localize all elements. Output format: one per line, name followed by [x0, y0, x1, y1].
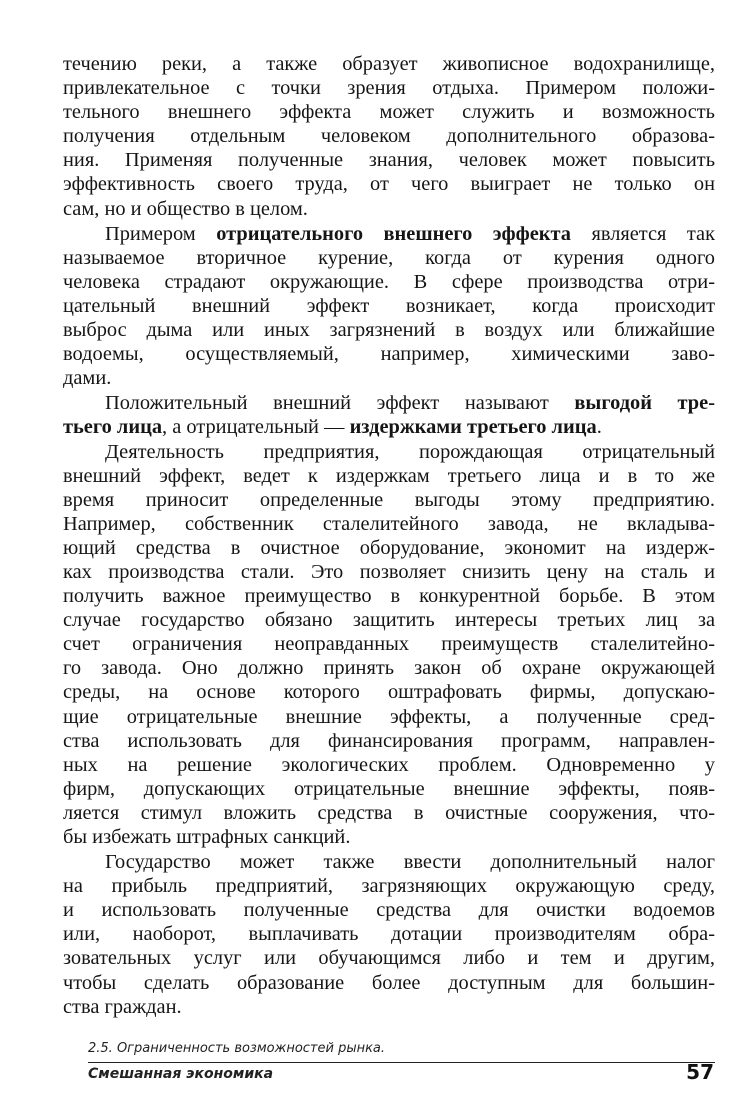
text-line: внешний эффект, ведет к издержкам третьего лица и в то же	[63, 464, 715, 487]
paragraph-5	[63, 850, 715, 874]
text-line: случае государство обязано защитить интересы третьих лиц за	[63, 609, 715, 632]
text-line: Например, собственник сталелитейного завода, не вкладыва-	[63, 512, 715, 535]
paragraph-5-cont	[63, 874, 715, 1019]
text-run: .	[596, 416, 602, 439]
term-negative-externality: отрицательного внешнего эффекта	[216, 222, 571, 245]
footer-divider	[88, 1062, 715, 1063]
text-run: Примером	[105, 222, 217, 245]
text-line: среды, на основе которого оштрафовать фирмы, допускаю-	[63, 681, 715, 704]
text-line: получения отдельным человеком дополнительного образова-	[63, 125, 715, 148]
text-line: фирм, допускающих отрицательные внешние эффекты, появ-	[63, 777, 715, 800]
text-line: ных на решение экологических проблем. Одновременно у	[63, 753, 715, 776]
paragraph-3	[63, 391, 715, 415]
term-third-party-costs: издержками третьего лица	[349, 416, 597, 439]
text-line: Государство может также ввести дополнительный налог	[105, 851, 715, 874]
text-line: ства граждан.	[63, 995, 182, 1018]
text-line: ляется стимул вложить средства в очистные сооружения, что-	[63, 801, 715, 824]
paragraph-4-cont	[63, 464, 715, 850]
running-footer-section: 2.5. Ограниченность возможностей рынка.	[88, 1041, 386, 1056]
text-line: чтобы сделать образование более доступным для большин-	[63, 971, 715, 994]
text-line: цательный внешний эффект возникает, когда происходит	[63, 294, 715, 317]
paragraph-2-cont	[63, 246, 715, 391]
text-line: на прибыль предприятий, загрязняющих окружающую среду,	[63, 875, 715, 898]
paragraph-3-cont	[63, 415, 715, 439]
term-third-party-benefit-end: тьего лица	[63, 416, 163, 439]
text-line: эффективность своего труда, от чего выиграет не только он	[63, 173, 715, 196]
text-line: го завода. Оно должно принять закон об охране окружающей	[63, 657, 715, 680]
text-run: , а отрицательный —	[162, 416, 350, 439]
text-line: время приносит определенные выгоды этому предприятию.	[63, 488, 715, 511]
text-line: водоемы, осуществляемый, например, химическими заво-	[63, 343, 715, 366]
text-line: ках производства стали. Это позволяет снизить цену на сталь и	[63, 560, 715, 583]
text-line: зовательных услуг или обучающимся либо и тем и другим,	[63, 947, 715, 970]
text-line	[63, 391, 715, 415]
text-line: сам, но и общество в целом.	[63, 197, 308, 220]
text-line: щие отрицательные внешние эффекты, а полученные сред-	[63, 705, 715, 728]
text-line: ющий средства в очистное оборудование, экономит на издерж-	[63, 536, 715, 559]
text-line: бы избежать штрафных санкций.	[63, 826, 351, 848]
text-run: Положительный внешний эффект называют	[105, 392, 575, 415]
text-line: выброс дыма или иных загрязнений в воздух или ближайшие	[63, 319, 715, 342]
text-line: и использовать полученные средства для очистки водоемов	[63, 899, 715, 922]
paragraph-2	[63, 222, 715, 246]
text-line: Деятельность предприятия, порождающая отрицательный	[105, 440, 715, 463]
term-third-party-benefit: выгодой тре-	[574, 392, 715, 415]
text-line: человека страдают окружающие. В сфере производства отри-	[63, 270, 715, 293]
text-line: дами.	[63, 367, 112, 390]
page-number: 57	[686, 1060, 714, 1084]
text-line: тельного внешнего эффекта может служить и возможность	[63, 101, 715, 124]
paragraph-4	[63, 440, 715, 464]
body-text	[63, 52, 715, 1019]
running-footer-chapter: Смешанная экономика	[88, 1066, 274, 1082]
text-line	[63, 222, 715, 246]
text-line: счет ограничения неоправданных преимуществ сталелитейно-	[63, 633, 715, 656]
text-line: называемое вторичное курение, когда от курения одного	[63, 246, 715, 269]
text-line: ства использовать для финансирования программ, направлен-	[63, 729, 715, 752]
text-line: ния. Применяя полученные знания, человек может повысить	[63, 149, 715, 172]
text-run: является так	[570, 222, 716, 245]
text-line: привлекательное с точки зрения отдыха. Примером положи-	[63, 77, 715, 100]
paragraph-1	[63, 52, 715, 221]
text-line: течению реки, а также образует живописное водохранилище,	[63, 53, 715, 75]
text-line: получить важное преимущество в конкурентной борьбе. В этом	[63, 585, 715, 608]
text-line	[63, 415, 715, 439]
text-line: или, наоборот, выплачивать дотации производителям обра-	[63, 923, 715, 946]
